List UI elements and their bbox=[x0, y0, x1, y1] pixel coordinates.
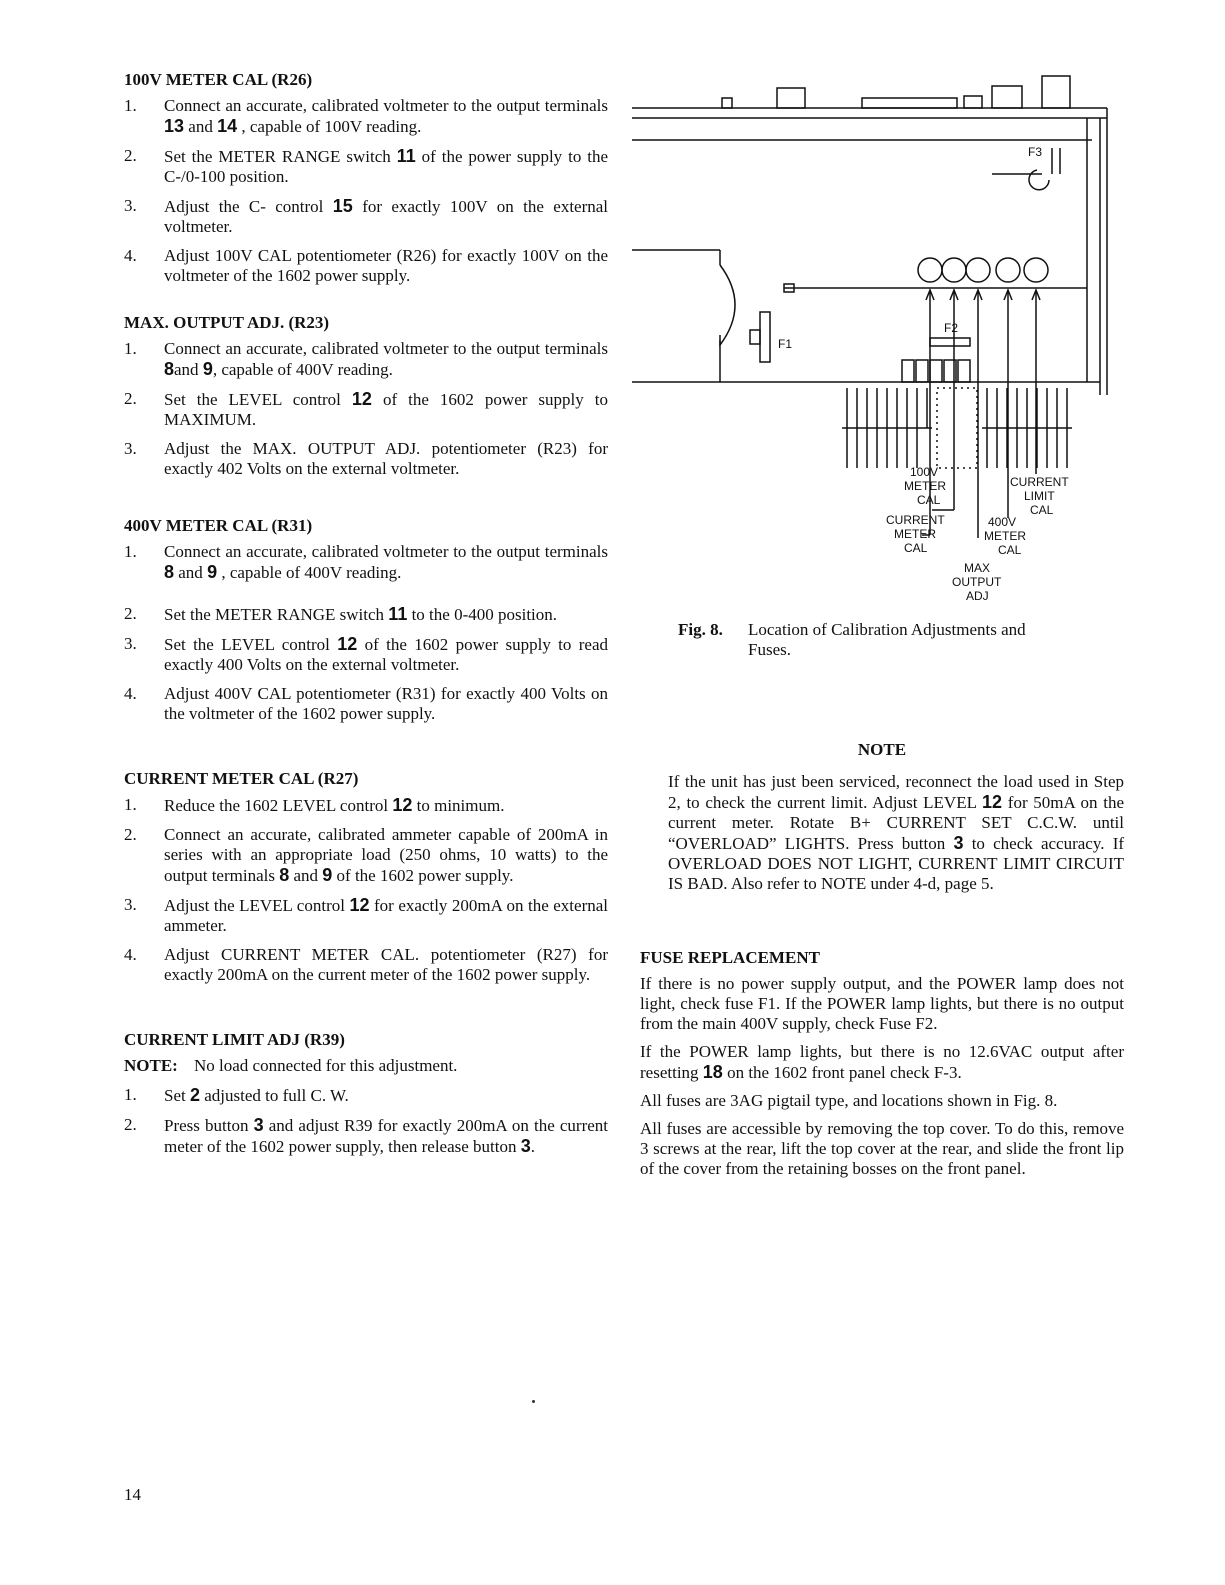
list-item bbox=[124, 604, 608, 625]
label-f1: F1 bbox=[778, 337, 793, 351]
fuse-f2-icon bbox=[930, 338, 970, 346]
knob-icon bbox=[777, 88, 805, 108]
step-number: 3. bbox=[124, 634, 137, 653]
list-item bbox=[124, 1085, 608, 1106]
fuse-f1-icon bbox=[760, 312, 770, 362]
step-text: Set the METER RANGE switch 11 to the 0-400 position. bbox=[164, 604, 558, 624]
label-current-limit-cal: CAL bbox=[1030, 503, 1054, 517]
calibration-figure bbox=[632, 70, 1122, 610]
fuse-f3-icon bbox=[992, 170, 1049, 190]
list-item bbox=[124, 825, 608, 886]
capacitor-row bbox=[902, 360, 970, 382]
label-current-limit-cal: LIMIT bbox=[1024, 489, 1055, 503]
step-text: Adjust the LEVEL control 12 for exactly 200mA on the external ammeter. bbox=[164, 895, 609, 935]
fuse-paragraph: If there is no power supply output, and the POWER lamp does not light, check fuse F1. If the POWER lamp lights, but there is no output from the main 400V supply, check Fuse F2. bbox=[640, 974, 1124, 1033]
list-item bbox=[124, 945, 608, 985]
step-number: 4. bbox=[124, 684, 137, 703]
section-title-400v-meter-cal: 400V METER CAL (R31) bbox=[124, 516, 313, 535]
note-label: NOTE: bbox=[124, 1056, 178, 1075]
step-text: Press button 3 and adjust R39 for exactly 200mA on the current meter of the 1602 power supply, then release button 3. bbox=[164, 1115, 609, 1156]
list-item bbox=[124, 339, 608, 380]
step-text: Adjust the MAX. OUTPUT ADJ. potentiometer (R23) for exactly 402 Volts on the external voltmeter. bbox=[164, 439, 608, 478]
note-text: No load connected for this adjustment. bbox=[194, 1056, 458, 1075]
knob-icon bbox=[1042, 76, 1070, 108]
list-item bbox=[124, 1115, 608, 1157]
section-title-current-meter-cal: CURRENT METER CAL (R27) bbox=[124, 769, 359, 788]
step-text: Adjust the C- control 15 for exactly 100V on the external voltmeter. bbox=[164, 196, 609, 236]
label-current-meter-cal: CAL bbox=[904, 541, 928, 555]
step-text: Set the LEVEL control 12 of the 1602 power supply to MAXIMUM. bbox=[164, 389, 608, 429]
step-number: 1. bbox=[124, 1085, 137, 1104]
potentiometer-icon bbox=[996, 258, 1020, 282]
step-number: 2. bbox=[124, 825, 137, 844]
scan-mark bbox=[532, 1400, 535, 1403]
note-title: NOTE bbox=[857, 740, 907, 759]
step-text: Set the LEVEL control 12 of the 1602 power supply to read exactly 400 Volts on the external voltmeter. bbox=[164, 634, 609, 674]
step-text: Adjust 100V CAL potentiometer (R26) for exactly 100V on the voltmeter of the 1602 power supply. bbox=[164, 246, 608, 285]
list-item bbox=[124, 389, 608, 430]
terminal-strip bbox=[937, 388, 977, 468]
section-note bbox=[124, 1056, 608, 1076]
chassis-diagram bbox=[632, 70, 1122, 610]
step-text: Connect an accurate, calibrated ammeter capable of 200mA in series with an appropriate load (250 ohms, 10 watts) to the output terminals 8 and 9 of the 1602 power supply. bbox=[164, 825, 608, 885]
label-f3: F3 bbox=[1028, 145, 1043, 159]
step-number: 1. bbox=[124, 795, 137, 814]
step-number: 1. bbox=[124, 542, 137, 561]
page-number: 14 bbox=[124, 1485, 141, 1504]
step-text: Set the METER RANGE switch 11 of the power supply to the C-/0-100 position. bbox=[164, 146, 609, 186]
step-number: 1. bbox=[124, 339, 137, 358]
label-400v-meter-cal: CAL bbox=[998, 543, 1022, 557]
figure-label: Fig. 8. bbox=[678, 620, 723, 639]
label-100v-meter-cal: METER bbox=[904, 479, 946, 493]
label-current-meter-cal: METER bbox=[894, 527, 936, 541]
section-title-100v-meter-cal: 100V METER CAL (R26) bbox=[124, 70, 313, 89]
step-text: Reduce the 1602 LEVEL control 12 to minimum. bbox=[164, 795, 505, 815]
label-max-output-adj: ADJ bbox=[966, 589, 989, 603]
transformer-outline bbox=[720, 265, 735, 345]
step-text: Adjust CURRENT METER CAL. potentiometer (R27) for exactly 200mA on the current meter of the 1602 power supply. bbox=[164, 945, 608, 984]
step-number: 3. bbox=[124, 196, 137, 215]
fuse-paragraph: If the POWER lamp lights, but there is no 12.6VAC output after resetting 18 on the 1602 front panel check F-3. bbox=[640, 1042, 1124, 1082]
left-column bbox=[124, 70, 608, 1166]
fuse-paragraph: All fuses are 3AG pigtail type, and locations shown in Fig. 8. bbox=[640, 1091, 1058, 1110]
step-number: 2. bbox=[124, 1115, 137, 1134]
step-number: 3. bbox=[124, 439, 137, 458]
step-number: 4. bbox=[124, 246, 137, 265]
right-column bbox=[640, 620, 1124, 1187]
label-current-limit-cal: CURRENT bbox=[1010, 475, 1069, 489]
note-body: If the unit has just been serviced, reconnect the load used in Step 2, to check the current limit. Adjust LEVEL 12 for 50mA on the current meter. Rotate B+ CURRENT SET C.C.W. until “OVERLOAD” LIGHTS. Press button 3 to check accuracy. If OVERLOAD DOES NOT LIGHT, CURRENT LIMIT CIRCUIT IS BAD. Also refer to NOTE under 4-d, page 5. bbox=[668, 772, 1125, 893]
step-text: Connect an accurate, calibrated voltmeter to the output terminals 8and 9, capable of 400V reading. bbox=[164, 339, 608, 379]
list-item bbox=[124, 895, 608, 936]
list-item bbox=[124, 542, 608, 583]
step-text: Connect an accurate, calibrated voltmeter to the output terminals 8 and 9 , capable of 400V reading. bbox=[164, 542, 608, 582]
step-number: 1. bbox=[124, 96, 137, 115]
label-current-meter-cal: CURRENT bbox=[886, 513, 945, 527]
list-item bbox=[124, 246, 608, 286]
label-max-output-adj: OUTPUT bbox=[952, 575, 1002, 589]
list-item bbox=[124, 634, 608, 675]
potentiometer-icon bbox=[942, 258, 966, 282]
step-text: Adjust 400V CAL potentiometer (R31) for exactly 400 Volts on the voltmeter of the 1602 power supply. bbox=[164, 684, 608, 723]
list-item bbox=[124, 684, 608, 724]
potentiometer-icon bbox=[1024, 258, 1048, 282]
label-100v-meter-cal: 100V bbox=[910, 465, 939, 479]
fuse-paragraph: All fuses are accessible by removing the top cover. To do this, remove 3 screws at the rear, lift the top cover at the rear, and slide the front lip of the cover from the retaining bosses on the front panel. bbox=[640, 1119, 1124, 1178]
section-title-fuse-replacement: FUSE REPLACEMENT bbox=[640, 948, 820, 967]
list-item bbox=[124, 196, 608, 237]
label-400v-meter-cal: METER bbox=[984, 529, 1026, 543]
list-item bbox=[124, 96, 608, 137]
list-item bbox=[124, 439, 608, 479]
step-number: 2. bbox=[124, 146, 137, 165]
step-text: Connect an accurate, calibrated voltmeter to the output terminals 13 and 14 , capable of 100V reading. bbox=[164, 96, 608, 136]
potentiometer-icon bbox=[966, 258, 990, 282]
potentiometer-icon bbox=[918, 258, 942, 282]
step-number: 4. bbox=[124, 945, 137, 964]
list-item bbox=[124, 146, 608, 187]
knob-icon bbox=[992, 86, 1022, 108]
step-text: Set 2 adjusted to full C. W. bbox=[164, 1085, 349, 1105]
section-title-max-output-adj: MAX. OUTPUT ADJ. (R23) bbox=[124, 313, 330, 332]
figure-caption-text: Location of Calibration Adjustments and Fuses. bbox=[748, 620, 1026, 659]
section-title-current-limit-adj: CURRENT LIMIT ADJ (R39) bbox=[124, 1030, 345, 1049]
label-100v-meter-cal: CAL bbox=[917, 493, 941, 507]
step-number: 3. bbox=[124, 895, 137, 914]
heatsink-fins bbox=[842, 388, 1072, 468]
step-number: 2. bbox=[124, 389, 137, 408]
list-item bbox=[124, 795, 608, 816]
step-number: 2. bbox=[124, 604, 137, 623]
label-f2: F2 bbox=[944, 321, 959, 335]
label-400v-meter-cal: 400V bbox=[988, 515, 1017, 529]
figure-caption bbox=[678, 620, 1124, 660]
label-max-output-adj: MAX bbox=[964, 561, 991, 575]
